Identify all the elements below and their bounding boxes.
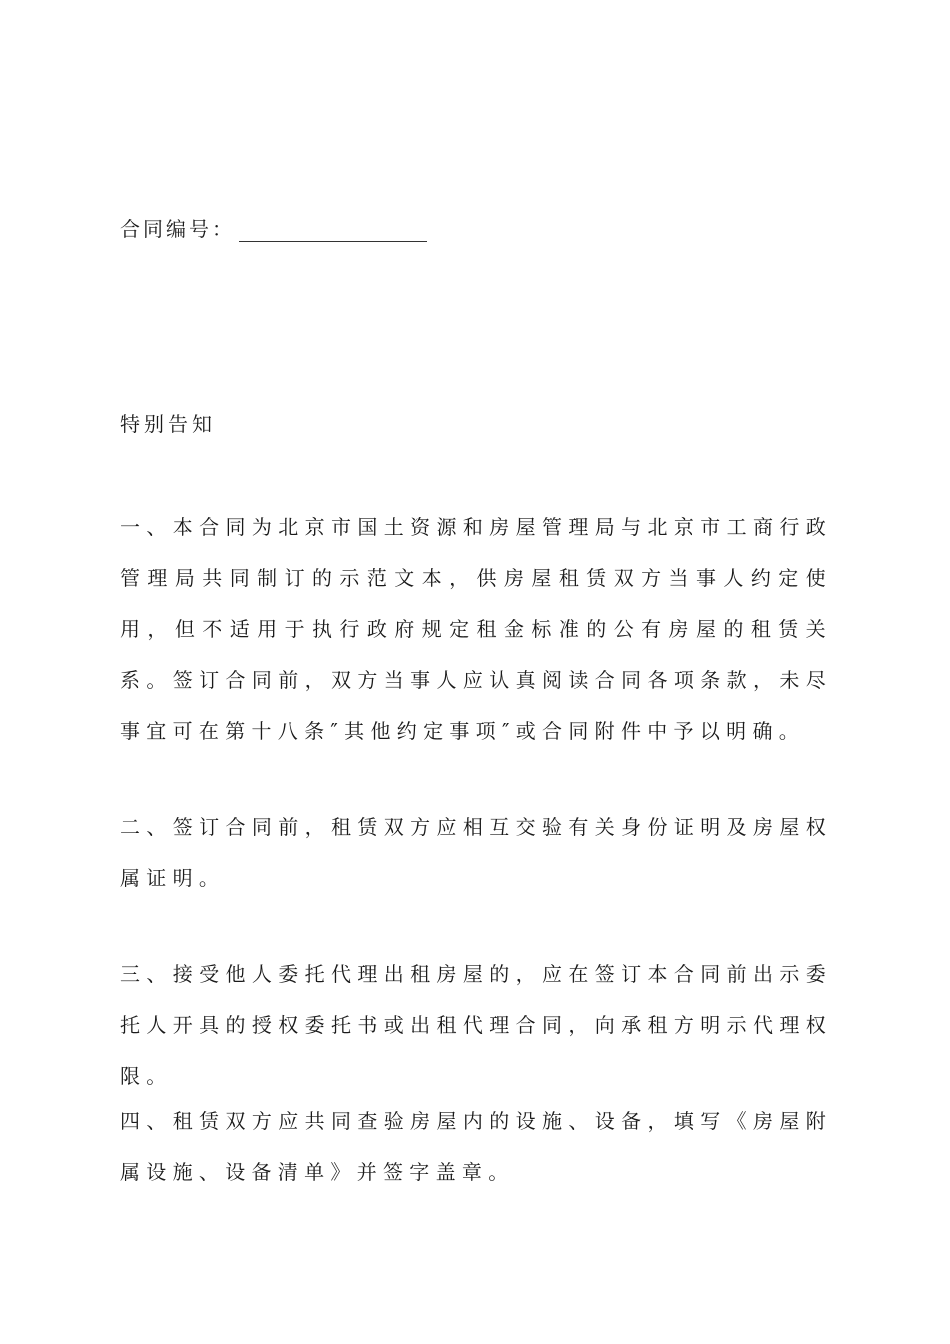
notice-title: 特别告知 — [120, 412, 216, 436]
contract-number-blank — [239, 221, 427, 242]
contract-number-label: 合同编号： — [120, 217, 235, 241]
notice-paragraph-2: 二、签订合同前，租赁双方应相互交验有关身份证明及房屋权属证明。 — [120, 815, 832, 890]
notice-paragraph-1: 一、本合同为北京市国土资源和房屋管理局与北京市工商行政管理局共同制订的示范文本，供房屋租赁双方当事人约定使用，但不适用于执行政府规定租金标准的公有房屋的租赁关系。签订合同前，双方当事人应认真阅读合同各项条款，未尽事宜可在第十八条″其他约定事项″或合同附件中予以明确。 — [120, 515, 832, 743]
notice-paragraph-3: 三、接受他人委托代理出租房屋的，应在签订本合同前出示委托人开具的授权委托书或出租代理合同，向承租方明示代理权限。 — [120, 962, 832, 1088]
notice-paragraph-4: 四、租赁双方应共同查验房屋内的设施、设备，填写《房屋附属设施、设备清单》并签字盖章。 — [120, 1109, 832, 1184]
contract-number-line — [120, 212, 427, 242]
